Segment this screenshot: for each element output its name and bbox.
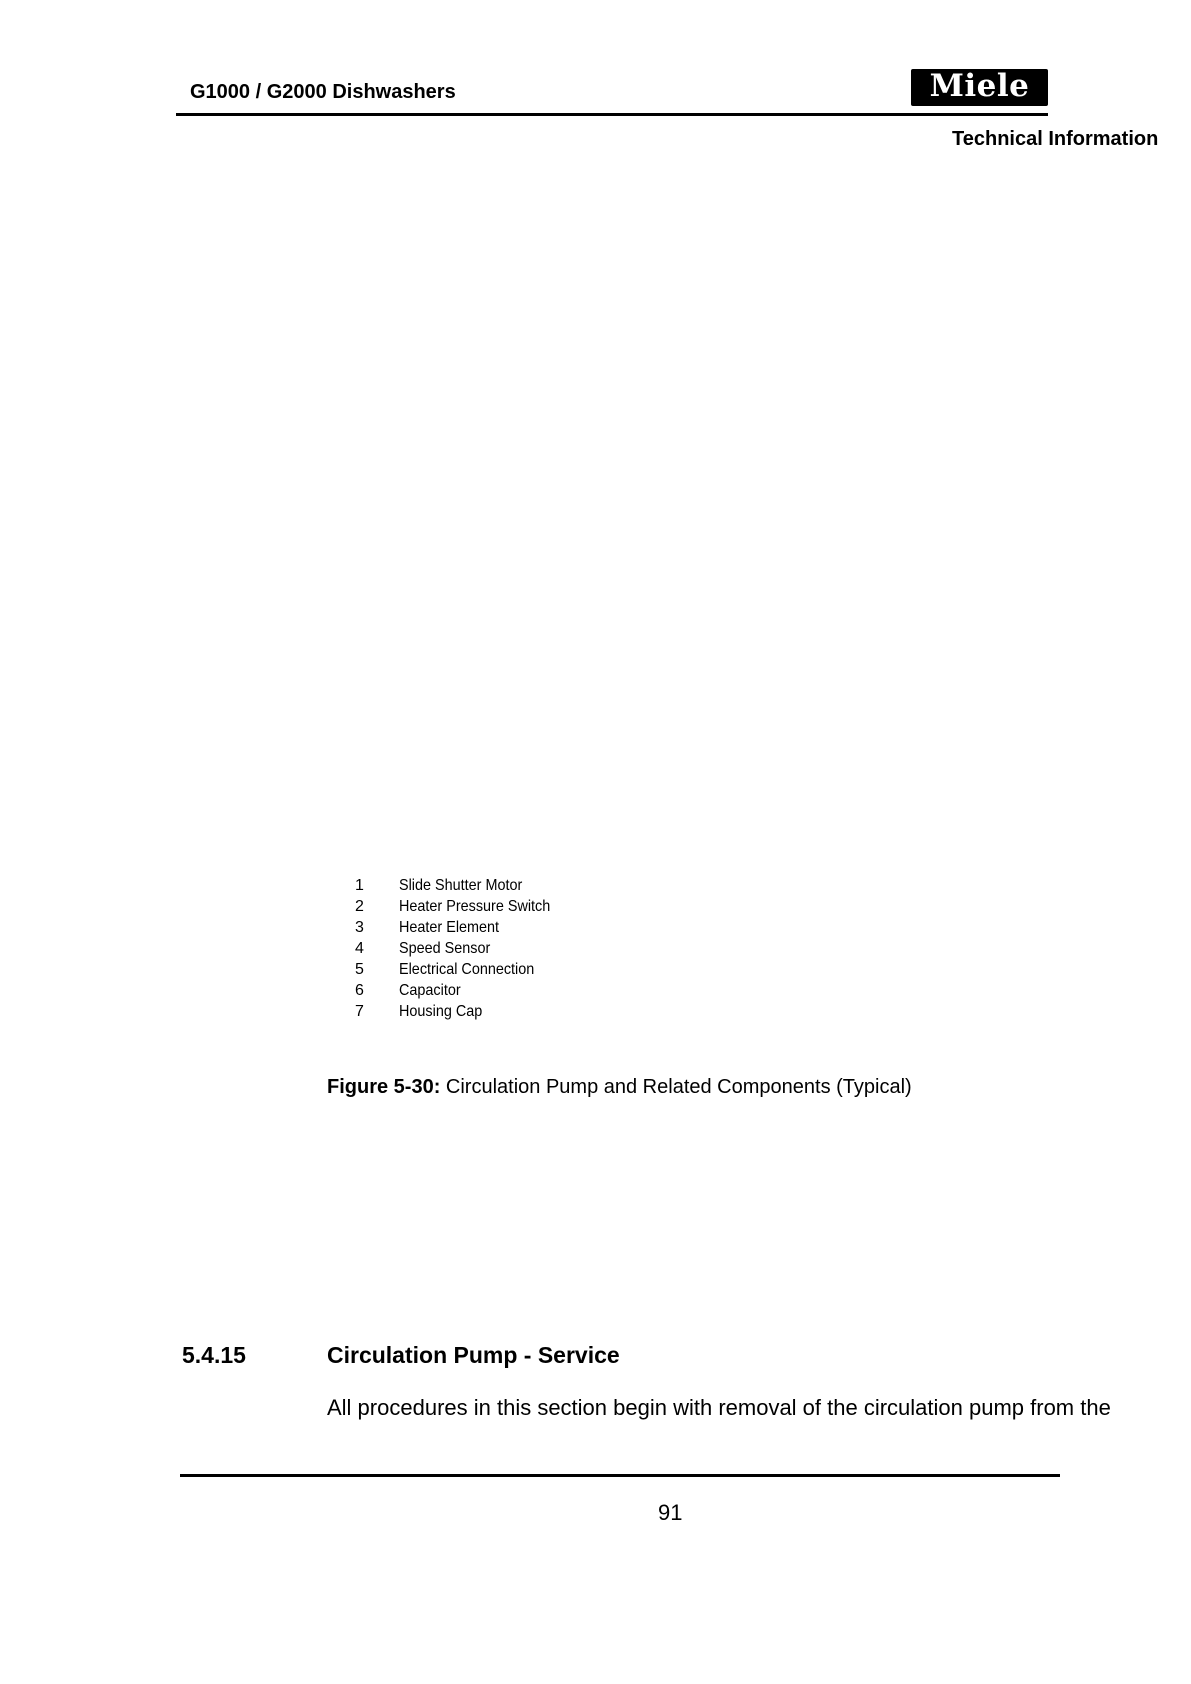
miele-logo — [911, 69, 1048, 106]
section-number: 5.4.15 — [182, 1342, 246, 1368]
legend-item — [355, 980, 567, 1001]
legend-label: Slide Shutter Motor — [399, 877, 523, 894]
page-number: 91 — [658, 1500, 683, 1525]
legend-label: Speed Sensor — [399, 940, 491, 957]
header-rule — [176, 113, 1048, 116]
legend-number: 4 — [355, 940, 364, 957]
figure-number: Figure 5-30: — [327, 1076, 441, 1098]
legend-item — [355, 959, 567, 980]
legend-number: 6 — [355, 982, 364, 999]
logo-wordmark: Miele — [929, 68, 1030, 104]
legend-label: Electrical Connection — [399, 961, 535, 978]
legend-number: 2 — [355, 898, 364, 915]
legend-item — [355, 938, 567, 959]
legend-item — [355, 896, 567, 917]
footer-rule — [180, 1474, 1060, 1477]
section-title: Circulation Pump - Service — [327, 1342, 620, 1368]
legend-label: Housing Cap — [399, 1003, 483, 1020]
document-title: G1000 / G2000 Dishwashers — [190, 81, 456, 103]
legend-label: Heater Element — [399, 919, 500, 936]
body-paragraph: All procedures in this section begin with removal of the circulation pump from the — [327, 1395, 1111, 1420]
figure-caption — [327, 1076, 912, 1099]
legend-item — [355, 917, 567, 938]
legend-number: 3 — [355, 919, 364, 936]
figure-legend — [355, 875, 567, 1022]
legend-item — [355, 1001, 567, 1022]
legend-number: 7 — [355, 1003, 364, 1020]
legend-label: Capacitor — [399, 982, 461, 999]
legend-label: Heater Pressure Switch — [399, 898, 551, 915]
figure-caption-text: Circulation Pump and Related Components (Typical) — [440, 1076, 912, 1098]
legend-item — [355, 875, 567, 896]
section-label: Technical Information — [952, 128, 1159, 150]
legend-number: 1 — [355, 877, 364, 894]
legend-number: 5 — [355, 961, 364, 978]
